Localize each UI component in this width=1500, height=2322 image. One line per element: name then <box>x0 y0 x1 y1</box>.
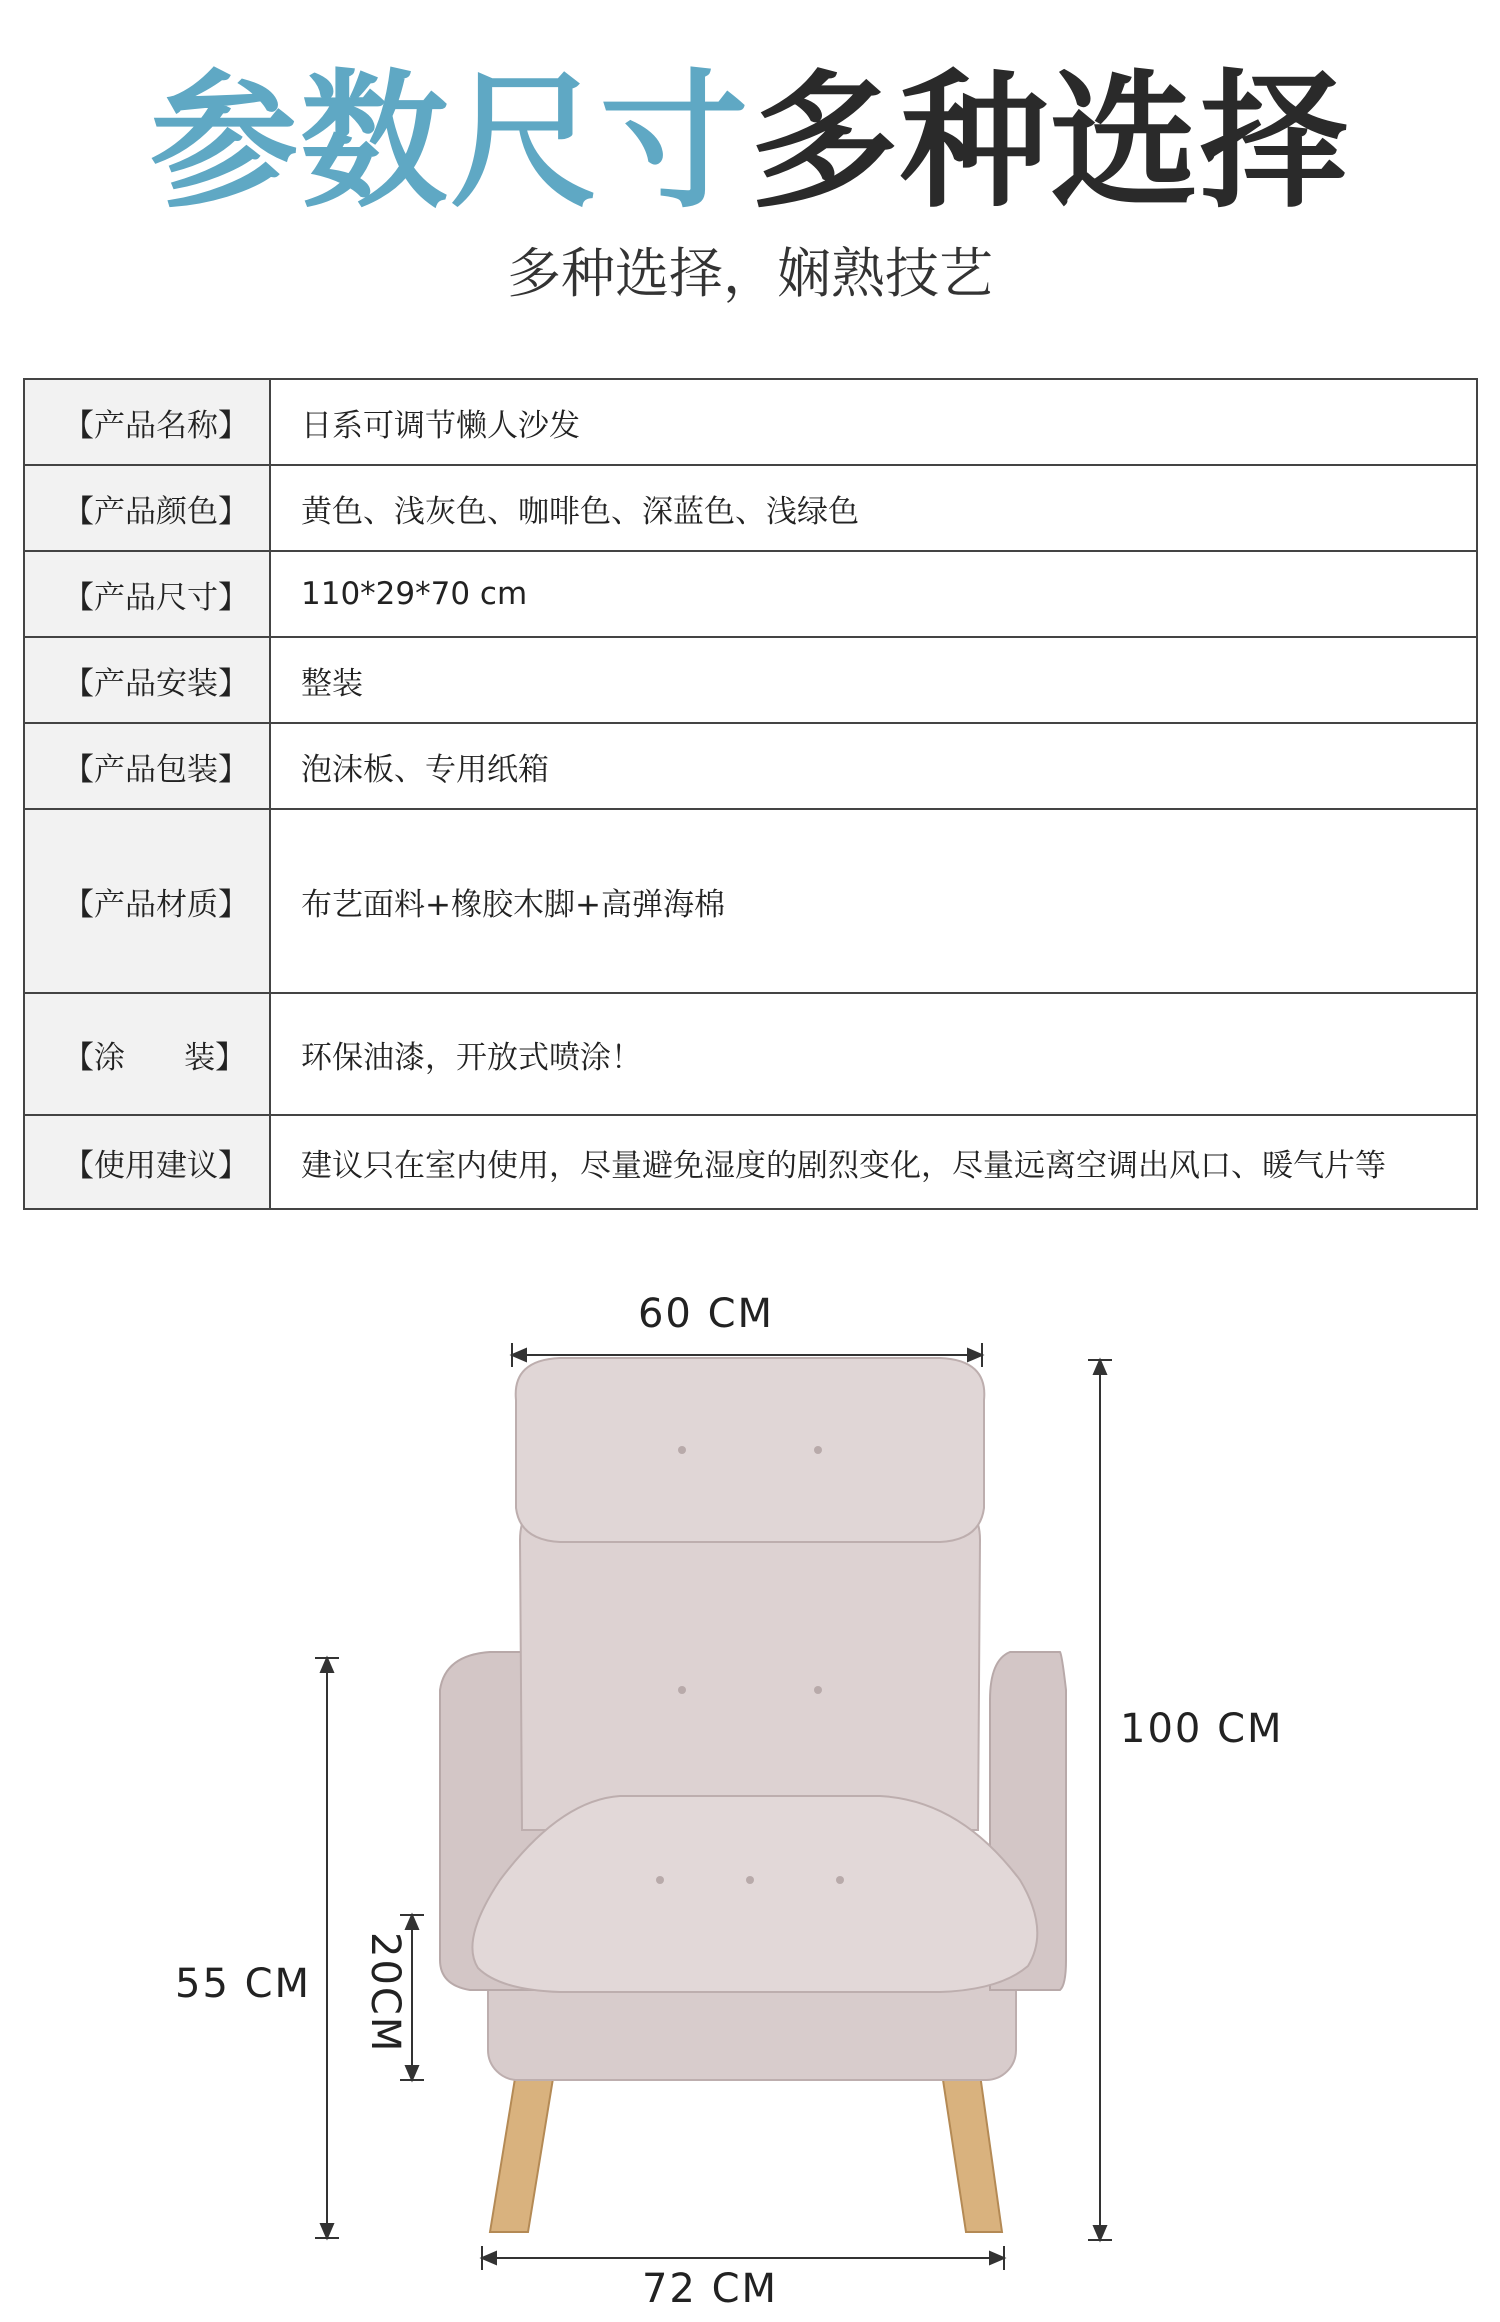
headline-main: 多种选择 <box>750 56 1350 228</box>
spec-label: 【产品颜色】 <box>24 465 270 551</box>
dimension-top-width-label: 60 CM <box>637 1291 775 1337</box>
spec-label: 【产品名称】 <box>24 379 270 465</box>
dimension-total-height-label: 100 CM <box>1120 1706 1284 1752</box>
dimension-seat-height <box>315 1658 339 2238</box>
spec-value: 环保油漆，开放式喷涂！ <box>270 993 1477 1115</box>
page-subtitle: 多种选择，娴熟技艺 <box>507 242 993 305</box>
dimension-seat-height-label: 55 CM <box>175 1961 312 2007</box>
spec-value: 日系可调节懒人沙发 <box>270 379 1477 465</box>
spec-value: 黄色、浅灰色、咖啡色、深蓝色、浅绿色 <box>270 465 1477 551</box>
spec-label: 【使用建议】 <box>24 1115 270 1209</box>
dimension-bottom-width-label: 72 CM <box>641 2266 779 2312</box>
chair-illustration <box>440 1358 1066 2232</box>
dimension-total-height <box>1088 1360 1112 2240</box>
spec-label: 【涂 装】 <box>24 993 270 1115</box>
spec-value: 布艺面料+橡胶木脚+高弹海棉 <box>270 809 1477 993</box>
spec-value: 建议只在室内使用，尽量避免湿度的剧烈变化，尽量远离空调出风口、暖气片等 <box>270 1115 1477 1209</box>
headline-accent: 参数尺寸 <box>150 56 750 228</box>
dimension-cushion-height-label: 20CM <box>362 1932 408 2054</box>
spec-label: 【产品材质】 <box>24 809 270 993</box>
spec-label: 【产品安装】 <box>24 637 270 723</box>
spec-value: 110*29*70 cm <box>270 551 1477 637</box>
spec-value: 泡沫板、专用纸箱 <box>270 723 1477 809</box>
spec-label: 【产品包装】 <box>24 723 270 809</box>
spec-label: 【产品尺寸】 <box>24 551 270 637</box>
spec-value: 整装 <box>270 637 1477 723</box>
